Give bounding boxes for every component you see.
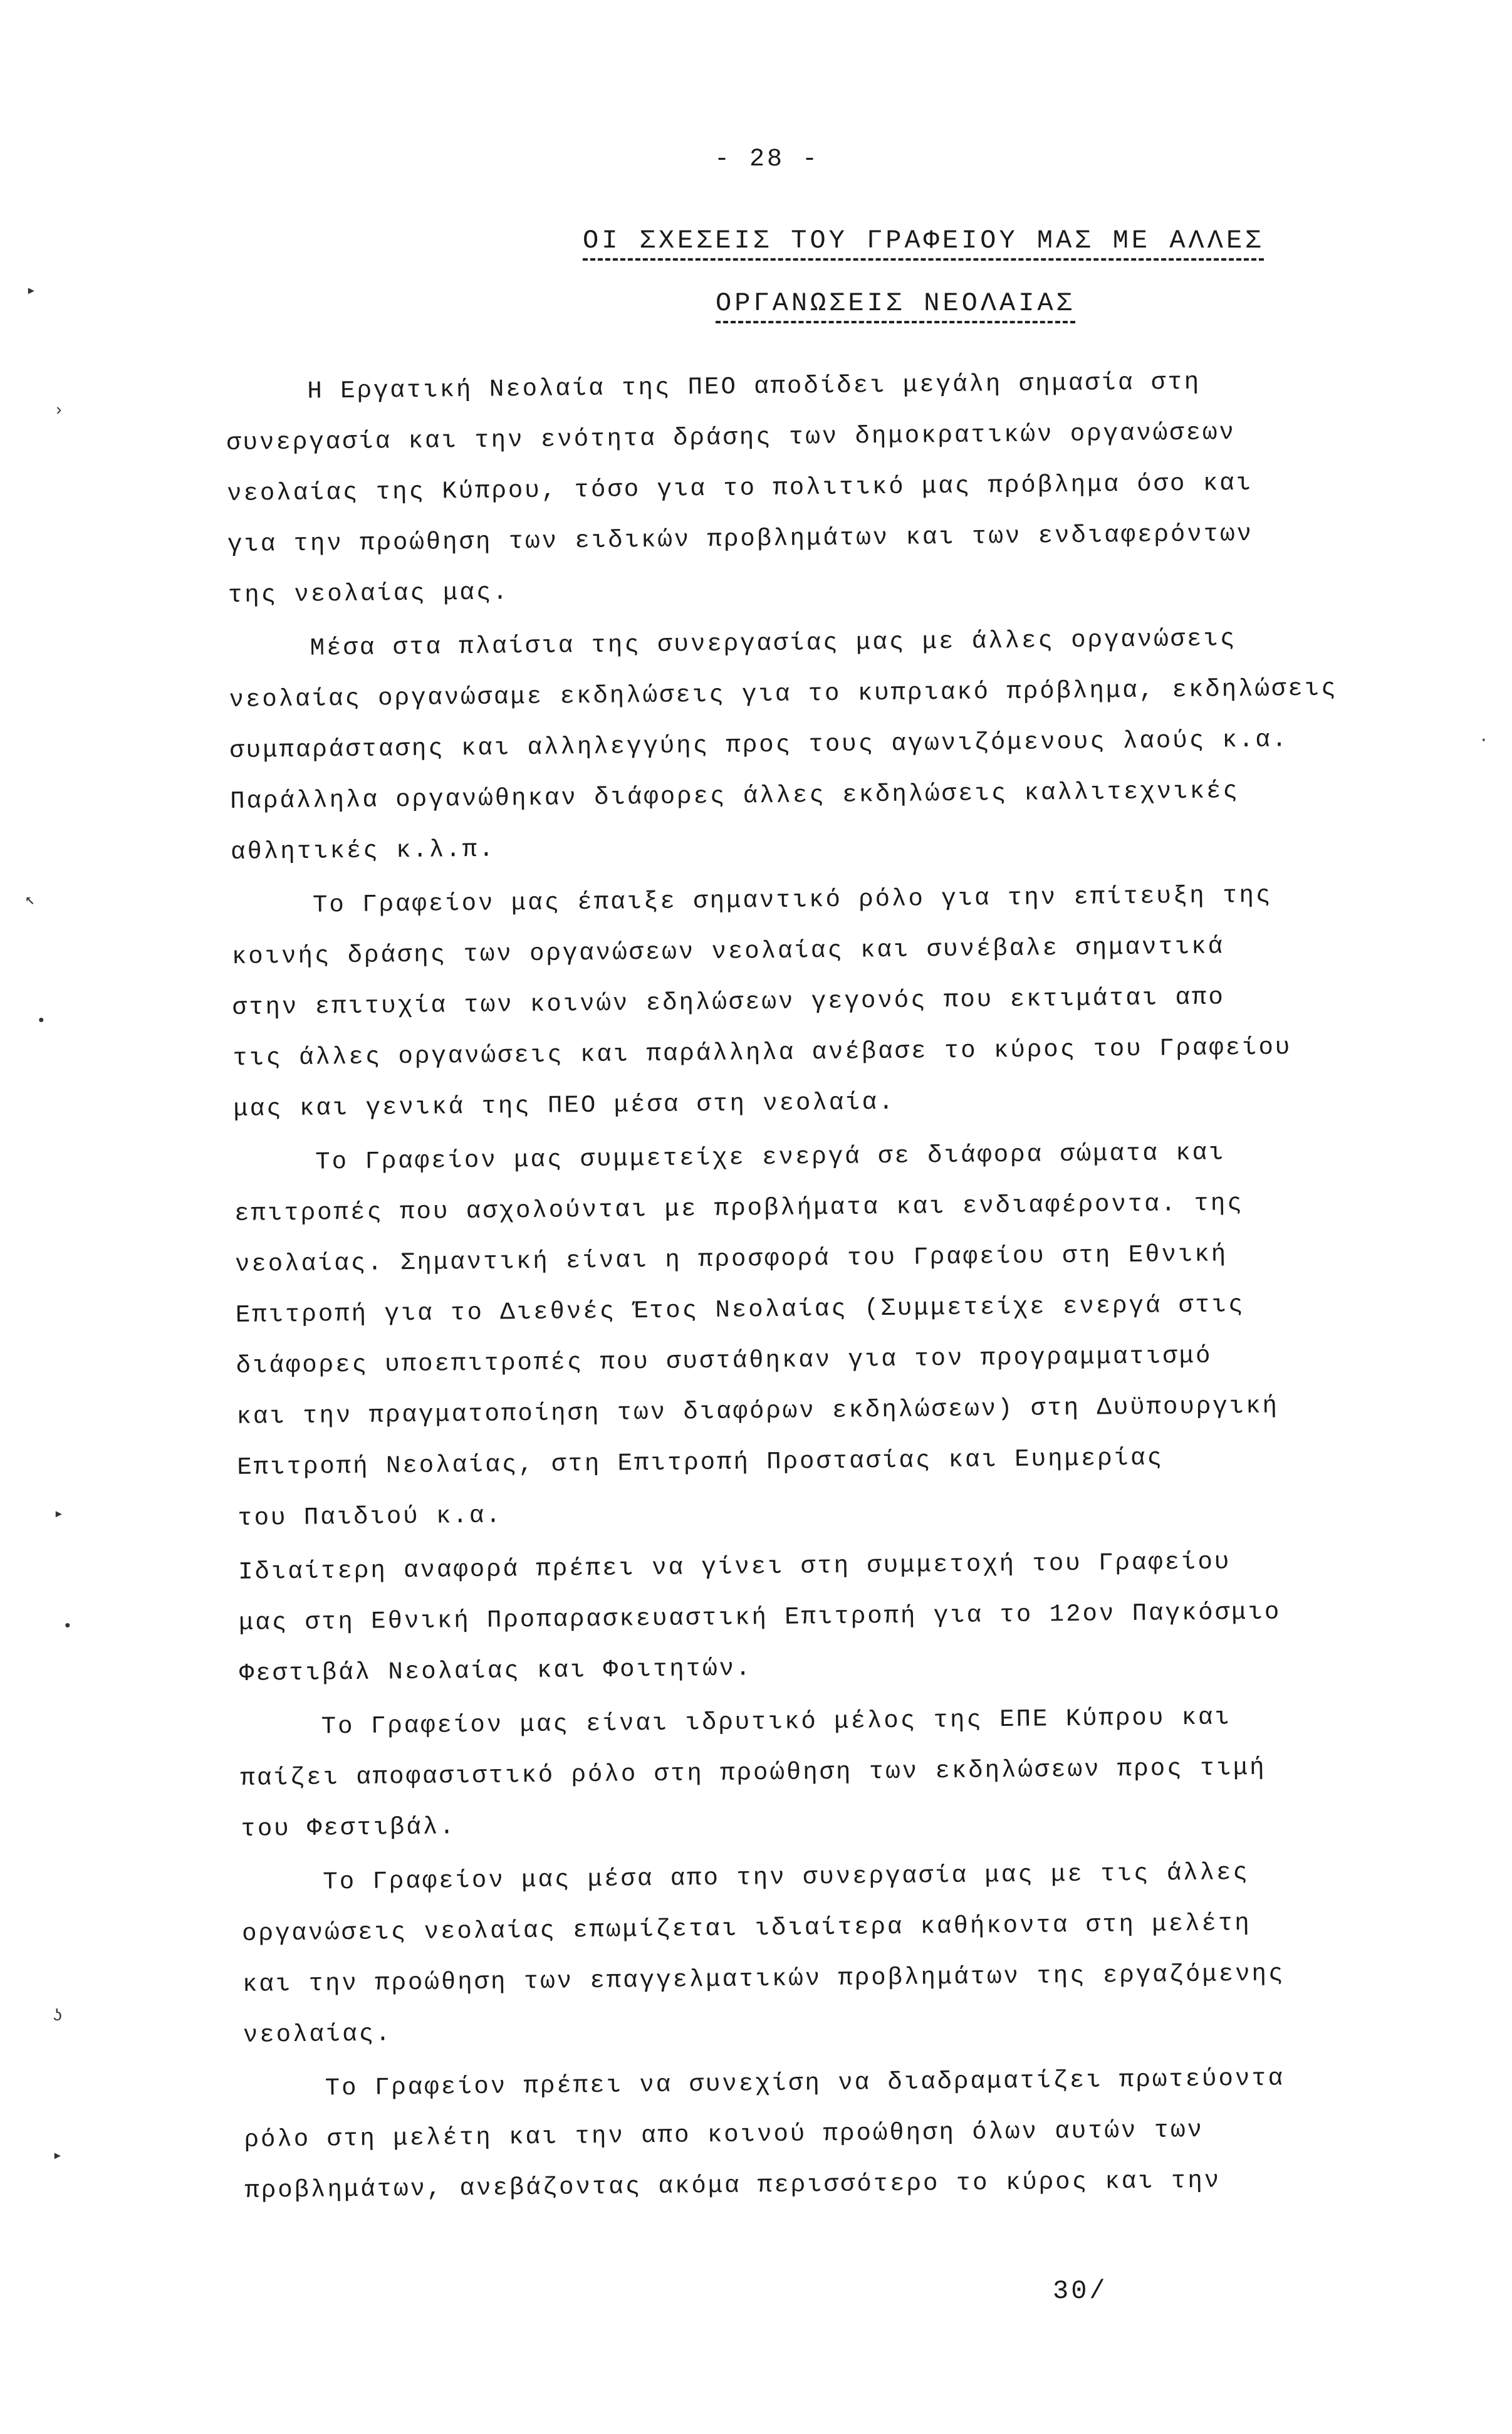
document-body (226, 355, 1467, 2220)
scan-speck: • (63, 1617, 73, 1636)
section-title-line-1: ΟΙ ΣΧΕΣΕΙΣ ΤΟΥ ΓΡΑΦΕΙΟΥ ΜΑΣ ΜΕ ΑΛΛΕΣ (583, 226, 1264, 261)
page-number: - 28 - (714, 145, 820, 174)
paragraph-2: Μέσα στα πλαίσια της συνεργασίας μας με άλλες οργανώσεις νεολαίας οργανώσαμε εκδηλώσεις για το κυπριακό πρόβλημα, εκδηλώσεις συμπαράστασης και αλληλεγγύης προς τους αγωνιζόμενους λαούς κ.α. Παράλληλα οργανώθηκαν διάφορες άλλες εκδηλώσεις καλλιτεχνικές αθλητικές κ.λ.π. (229, 625, 1338, 866)
paragraph-8: Το Γραφείον πρέπει να συνεχίση να διαδραματίζει πρωτεύοντα ρόλο στη μελέτη και την απο κοινού προώθηση όλων αυτών των προβλημάτων, ανεβάζοντας ακόμα περισσότερο το κύρος και την (244, 2064, 1285, 2205)
paragraph-6: Το Γραφείον μας είναι ιδρυτικό μέλος της ΕΠΕ Κύπρου και παίζει αποφασιστικό ρόλο στη προώθηση των εκδηλώσεων προς τιμή του Φεστιβάλ. (240, 1703, 1266, 1843)
paragraph-5: Ιδιαίτερη αναφορά πρέπει να γίνει στη συμμετοχή του Γραφείου μας στη Εθνική Προπαρασκευαστική Επιτροπή για το 12ον Παγκόσμιο Φεστιβάλ Νεολαίας και Φοιτητών. (237, 1548, 1281, 1688)
section-title-line-2: ΟΡΓΑΝΩΣΕΙΣ ΝΕΟΛΑΙΑΣ (716, 288, 1075, 323)
paragraph-1: Η Εργατική Νεολαία της ΠΕΟ αποδίδει μεγάλη σημασία στη συνεργασία και την ενότητα δράσης των δημοκρατικών οργανώσεων νεολαίας της Κύπρου, τόσο για το πολιτικό μας πρόβλημα όσο και για την προώθηση των ειδικών προβλημάτων και των ενδιαφερόντων της νεολαίας μας. (226, 368, 1254, 609)
paragraph-7: Το Γραφείον μας μέσα απο την συνεργασία μας με τις άλλες οργανώσεις νεολαίας επωμίζεται ιδιαίτερα καθήκοντα στη μελέτη και την προώθηση των επαγγελματικών προβλημάτων της εργαζόμενης νεολαίας. (241, 1859, 1285, 2049)
paragraph-3: Το Γραφείον μας έπαιξε σημαντικό ρόλο για την επίτευξη της κοινής δράσης των οργανώσεων νεολαίας και συνέβαλε σημαντικά στην επιτυχία των κοινών εδηλώσεων γεγονός που εκτιμάται απο τις άλλες οργανώσεις και παράλληλα ανέβασε το κύρος του Γραφείου μας και γενικά της ΠΕΟ μέσα στη νεολαία. (231, 881, 1292, 1123)
scan-speck: · (1479, 731, 1489, 750)
scan-speck: ▸ (53, 2146, 63, 2165)
scan-speck: ▸ (26, 281, 36, 300)
scan-speck: › (54, 401, 64, 420)
scan-speck: • (36, 1011, 46, 1030)
paragraph-4: Το Γραφείον μας συμμετείχε ενεργά σε διάφορα σώματα και επιτροπές που ασχολούνται με προβλήματα και ενδιαφέροντα. της νεολαίας. Σημαντική είναι η προσφορά του Γραφείου στη Εθνική Επιτροπή για το Διεθνές Έτος Νεολαίας (Συμμετείχε ενεργά στις διάφορες υποεπιτροπές που συστάθηκαν για τον προγραμματισμό και την πραγματοποίηση των διαφόρων εκδηλώσεων) στη Δυϋπουργική Επιτροπή Νεολαίας, στη Επιτροπή Προστασίας και Ευημερίας του Παιδιού κ.α. (234, 1139, 1280, 1532)
scan-speck: ʖ (53, 2007, 63, 2025)
scan-speck: ▸ (54, 1505, 64, 1523)
continuation-marker: 30/ (1053, 2276, 1108, 2306)
scan-speck: ↖ (25, 891, 35, 909)
